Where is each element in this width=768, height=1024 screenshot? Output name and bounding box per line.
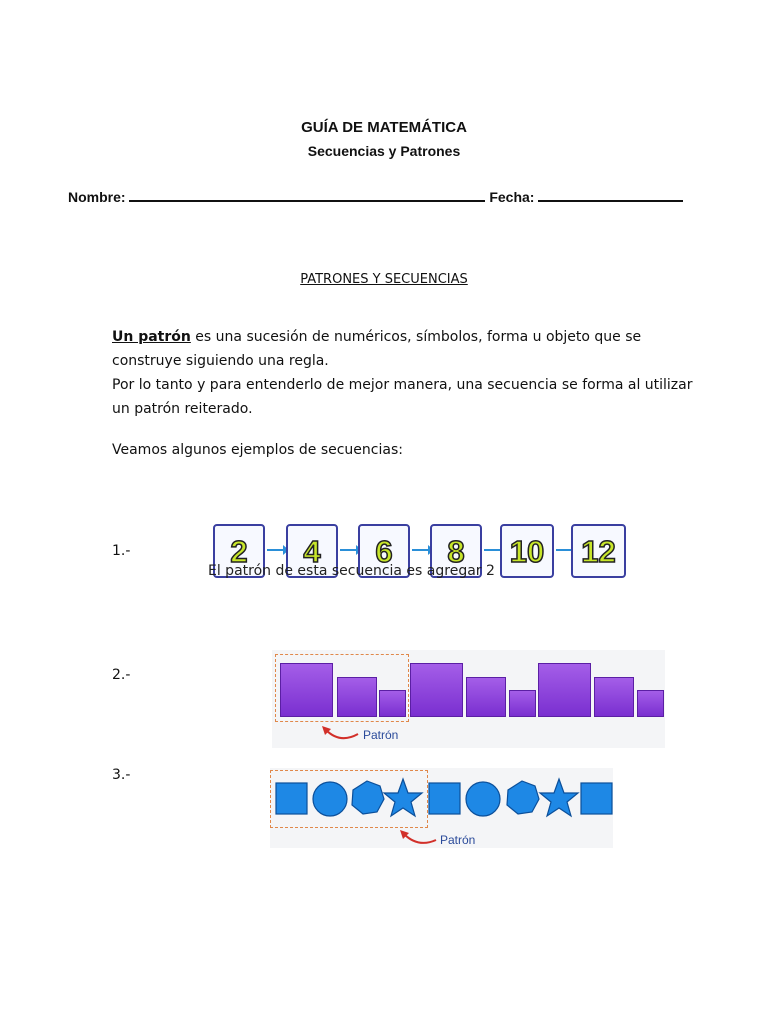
small-square <box>379 690 406 717</box>
page-title: GUÍA DE MATEMÁTICA <box>301 119 467 136</box>
section-title: PATRONES Y SECUENCIAS <box>300 272 468 287</box>
example-1-caption: El patrón de esta secuencia es agregar 2 <box>208 563 495 579</box>
medium-square <box>594 677 634 717</box>
star-shape <box>384 779 422 816</box>
square-shape <box>581 783 612 814</box>
pattern-term: Un patrón <box>112 329 191 345</box>
examples-intro: Veamos algunos ejemplos de secuencias: <box>112 442 403 458</box>
sequence-term: 4 <box>286 524 338 578</box>
example-number-1: 1.- <box>112 543 131 559</box>
date-label: Fecha: <box>489 189 535 205</box>
pattern-definition: es una sucesión de numéricos, símbolos, forma u objeto que se construye siguiendo una regla. <box>112 329 642 369</box>
sequence-term: 12 <box>571 524 626 578</box>
circle-shape <box>466 782 500 816</box>
square-shape <box>429 783 460 814</box>
medium-square <box>466 677 506 717</box>
name-field[interactable] <box>129 188 485 202</box>
name-label: Nombre: <box>68 189 126 205</box>
sequence-term: 8 <box>430 524 482 578</box>
heptagon-shape <box>507 781 539 814</box>
small-square <box>509 690 536 717</box>
pattern-label: Patrón <box>363 728 399 742</box>
date-field[interactable] <box>538 188 683 202</box>
arrow-icon <box>412 549 432 551</box>
large-square <box>538 663 591 717</box>
square-sequence-figure <box>272 650 665 748</box>
sequence-term: 2 <box>213 524 265 578</box>
student-info-line <box>68 188 708 205</box>
example-number-2: 2.- <box>112 667 131 683</box>
square-shape <box>276 783 307 814</box>
arrow-icon <box>340 549 360 551</box>
large-square <box>410 663 463 717</box>
pattern-label: Patrón <box>440 833 476 847</box>
small-square <box>637 690 664 717</box>
sequence-term: 6 <box>358 524 410 578</box>
medium-square <box>337 677 377 717</box>
shape-sequence-svg <box>270 768 613 830</box>
intro-paragraph-2: Por lo tanto y para entenderlo de mejor manera, una secuencia se forma al utilizar un patrón reiterado. <box>112 377 693 417</box>
arrow-icon <box>267 549 287 551</box>
star-shape <box>540 779 578 816</box>
curved-arrow-icon <box>400 828 440 848</box>
heptagon-shape <box>352 781 384 814</box>
page-subtitle: Secuencias y Patrones <box>307 143 461 159</box>
circle-shape <box>313 782 347 816</box>
shape-sequence-figure <box>270 768 613 848</box>
intro-paragraph <box>112 325 712 373</box>
large-square <box>280 663 333 717</box>
curved-arrow-icon <box>322 724 362 744</box>
sequence-term: 10 <box>500 524 554 578</box>
example-number-3: 3.- <box>112 767 131 783</box>
